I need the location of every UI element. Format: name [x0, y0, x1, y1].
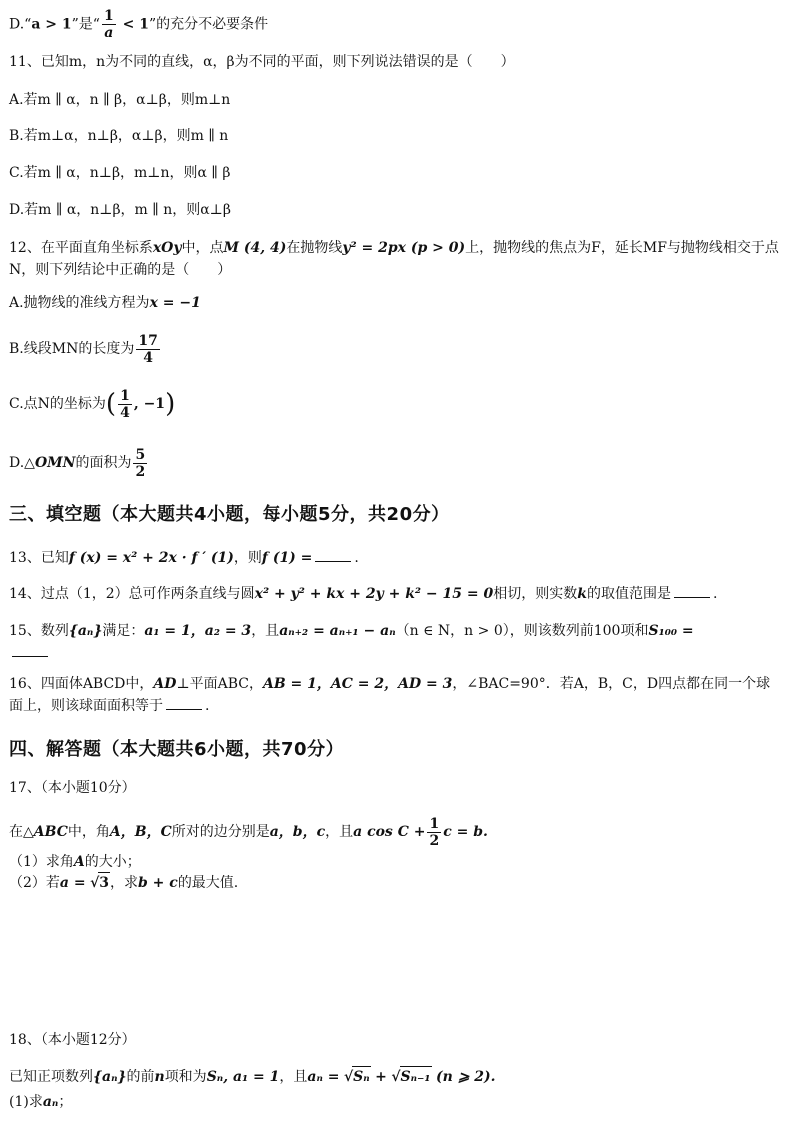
- q17-fraction: $\frac{1}{2}$: [429, 815, 440, 849]
- q12-point: M (4, 4): [223, 240, 287, 256]
- q18-heading: 18、（本小题12分）: [9, 1032, 136, 1048]
- q18-stem: 已知正项数列{aₙ}的前n项和为Sₙ, a₁ = 1，且aₙ = √Sₙ + √Sₙ₋₁ (n ⩾ 2).: [9, 1066, 780, 1087]
- q10-d-suffix: ”的充分不必要条件: [148, 16, 269, 33]
- q10-option-d: [9, 8, 780, 41]
- q10-d-fraction: $\frac{1}{a}$: [103, 8, 114, 41]
- q12-d-fraction: $\frac{5}{2}$: [135, 446, 146, 480]
- q11-stem: 11、已知m，n为不同的直线，α，β为不同的平面，则下列说法错误的是（ ）: [9, 54, 515, 70]
- q10-d-prefix: D.“: [9, 16, 32, 33]
- q12-parabola: y² = 2px (p > 0): [342, 240, 466, 256]
- q12-b-fraction: $\frac{17}{4}$: [138, 332, 158, 366]
- q13-answer-blank: [315, 547, 351, 562]
- q17-stem: 在△ABC中，角A，B，C所对的边分别是a，b，c，且a cos C + $\frac{1}{2}$ c = b.: [9, 815, 488, 849]
- q12-option-a: A.抛物线的准线方程为x = −1: [9, 295, 201, 311]
- q10-d-mid: ”是“: [71, 16, 100, 33]
- q11-option-d: D.若m ∥ α，n⊥β，m ∥ n，则α⊥β: [9, 202, 231, 218]
- q16: 16、四面体ABCD中，AD⊥平面ABC，AB = 1，AC = 2，AD = 3，∠BAC=90°．若A，B，C，D四点都在同一个球面上，则该球面面积等于 .: [9, 676, 771, 714]
- q12-option-c: C.点N的坐标为( $\frac{1}{4}$ , −1): [9, 387, 176, 421]
- q14: 14、过点（1，2）总可作两条直线与圆x² + y² + kx + 2y + k² − 15 = 0相切，则实数k的取值范围是 .: [9, 583, 780, 604]
- q17-part-1: （1）求角A的大小；: [9, 854, 141, 870]
- q14-answer-blank: [674, 583, 710, 598]
- q15: 15、数列{aₙ}满足：a₁ = 1，a₂ = 3，且aₙ₊₂ = aₙ₊₁ − aₙ（n ∈ N，n > 0），则该数列前100项和S₁₀₀ =: [9, 620, 780, 664]
- q10-d-rest: < 1: [117, 16, 149, 33]
- q12-c-fraction: $\frac{1}{4}$: [120, 387, 130, 421]
- q11-option-b: B.若m⊥α，n⊥β，α⊥β，则m ∥ n: [9, 128, 229, 144]
- q15-answer-blank: [12, 642, 48, 657]
- q11-option-c: C.若m ∥ α，n⊥β，m⊥n，则α ∥ β: [9, 165, 231, 181]
- q10-d-cond: a > 1: [31, 16, 72, 33]
- q11-option-a: A.若m ∥ α，n ∥ β，α⊥β，则m⊥n: [9, 92, 231, 108]
- q18-part-1: (1)求aₙ；: [9, 1094, 73, 1110]
- q17-part-2: （2）若a = √3，求b + c的最大值.: [9, 872, 780, 893]
- section-solution-heading: 四、解答题（本大题共6小题，共70分）: [9, 739, 345, 760]
- q12-stem: 12、在平面直角坐标系xOy中，点M (4, 4)在抛物线y² = 2px (p > 0)上，抛物线的焦点为F，延长MF与抛物线相交于点N，则下列结论中正确的是（ ）: [9, 240, 779, 278]
- q12-option-b: B.线段MN的长度为 $\frac{17}{4}$: [9, 332, 158, 366]
- q13: 13、已知f (x) = x² + 2x · f ′ (1)，则f (1) = .: [9, 547, 780, 568]
- q17-heading: 17、（本小题10分）: [9, 780, 136, 796]
- q12-coord-system: xOy: [152, 240, 182, 256]
- section-fill-in-blank-heading: 三、填空题（本大题共4小题，每小题5分，共20分）: [9, 504, 450, 525]
- q12-option-d: D.△OMN的面积为 $\frac{5}{2}$: [9, 446, 146, 480]
- q16-answer-blank: [166, 695, 202, 710]
